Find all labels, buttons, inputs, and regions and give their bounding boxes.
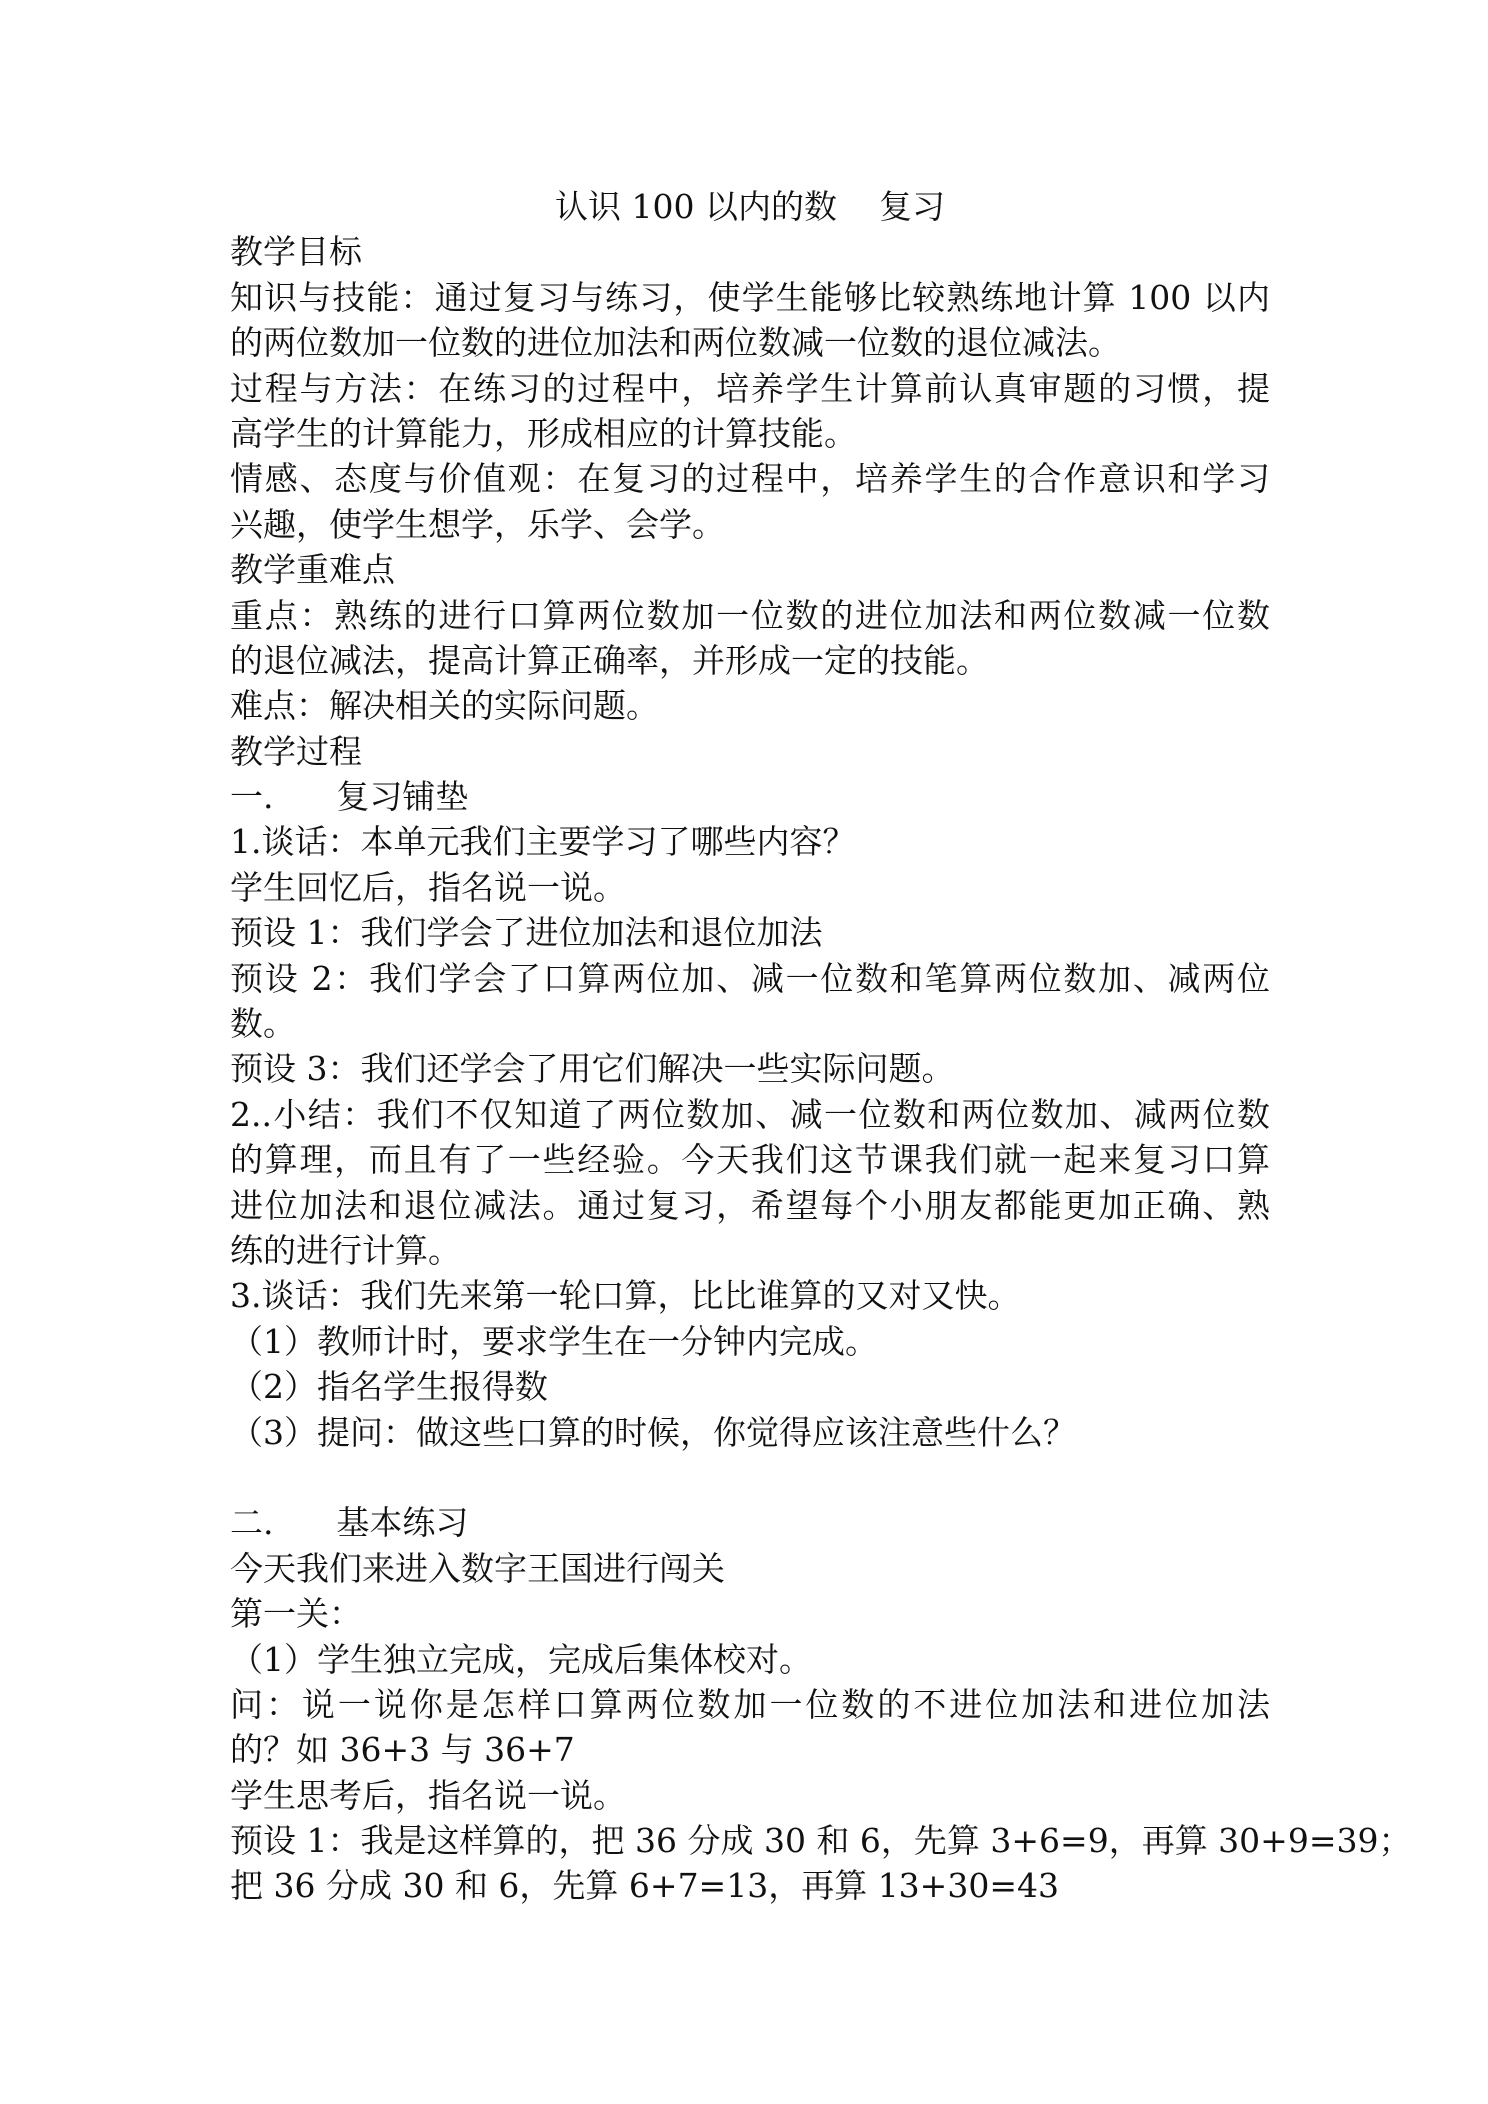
text-line: 的两位数加一位数的进位加法和两位数减一位数的退位减法。 [230, 323, 1121, 363]
text-line: 3.谈话：我们先来第一轮口算，比比谁算的又对又快。 [230, 1276, 1021, 1316]
text-line: 学生回忆后，指名说一说。 [230, 867, 626, 907]
text-line: （2）指名学生报得数 [230, 1367, 548, 1407]
text-line: 过程与方法：在练习的过程中，培养学生计算前认真审题的习惯，提 [230, 368, 1270, 408]
text-line: （1）学生独立完成，完成后集体校对。 [230, 1639, 812, 1679]
text-line: 一. 复习铺垫 [230, 777, 469, 817]
text-line: 难点：解决相关的实际问题。 [230, 686, 659, 726]
text-line: 2..小结：我们不仅知道了两位数加、减一位数和两位数加、减两位数 [230, 1094, 1270, 1134]
document-body [230, 184, 1412, 1909]
text-line: 二. 基本练习 [230, 1503, 469, 1543]
text-line: 问：说一说你是怎样口算两位数加一位数的不进位加法和进位加法 [230, 1684, 1270, 1724]
text-line: 练的进行计算。 [230, 1230, 461, 1270]
document-lines [230, 229, 1412, 1908]
blank-line [230, 1455, 1270, 1500]
text-line: 的？如 36+3 与 36+7 [230, 1730, 575, 1770]
text-line: 兴趣，使学生想学，乐学、会学。 [230, 504, 725, 544]
text-line: 进位加法和退位减法。通过复习，希望每个小朋友都能更加正确、熟 [230, 1185, 1270, 1225]
text-line: 知识与技能：通过复习与练习，使学生能够比较熟练地计算 100 以内 [230, 277, 1270, 317]
text-line: 高学生的计算能力，形成相应的计算技能。 [230, 413, 857, 453]
text-line: 教学重难点 [230, 550, 395, 590]
text-line: 1.谈话：本单元我们主要学习了哪些内容？ [230, 822, 856, 862]
text-line: （3）提问：做这些口算的时候，你觉得应该注意些什么？ [230, 1412, 1076, 1452]
text-line: 预设 1：我是这样算的，把 36 分成 30 和 6，先算 3+6=9，再算 30+9=39； [230, 1821, 1412, 1861]
text-line: 重点：熟练的进行口算两位数加一位数的进位加法和两位数减一位数 [230, 595, 1270, 635]
text-line: （1）教师计时，要求学生在一分钟内完成。 [230, 1321, 878, 1361]
text-line: 预设 2：我们学会了口算两位加、减一位数和笔算两位数加、减两位 [230, 958, 1270, 998]
text-line: 把 36 分成 30 和 6，先算 6+7=13，再算 13+30=43 [230, 1866, 1059, 1906]
text-line: 今天我们来进入数字王国进行闯关 [230, 1548, 725, 1588]
text-line: 学生思考后，指名说一说。 [230, 1775, 626, 1815]
text-line: 教学目标 [230, 232, 362, 272]
text-line: 的算理，而且有了一些经验。今天我们这节课我们就一起来复习口算 [230, 1140, 1270, 1180]
document-title: 认识 100 以内的数 复习 [555, 187, 945, 226]
text-line: 情感、态度与价值观：在复习的过程中，培养学生的合作意识和学习 [230, 459, 1270, 499]
text-line: 第一关： [230, 1594, 362, 1634]
text-line: 教学过程 [230, 731, 362, 771]
text-line: 的退位减法，提高计算正确率，并形成一定的技能。 [230, 640, 989, 680]
text-line: 预设 1：我们学会了进位加法和退位加法 [230, 913, 823, 953]
text-line: 预设 3：我们还学会了用它们解决一些实际问题。 [230, 1049, 955, 1089]
text-line: 数。 [230, 1004, 296, 1044]
